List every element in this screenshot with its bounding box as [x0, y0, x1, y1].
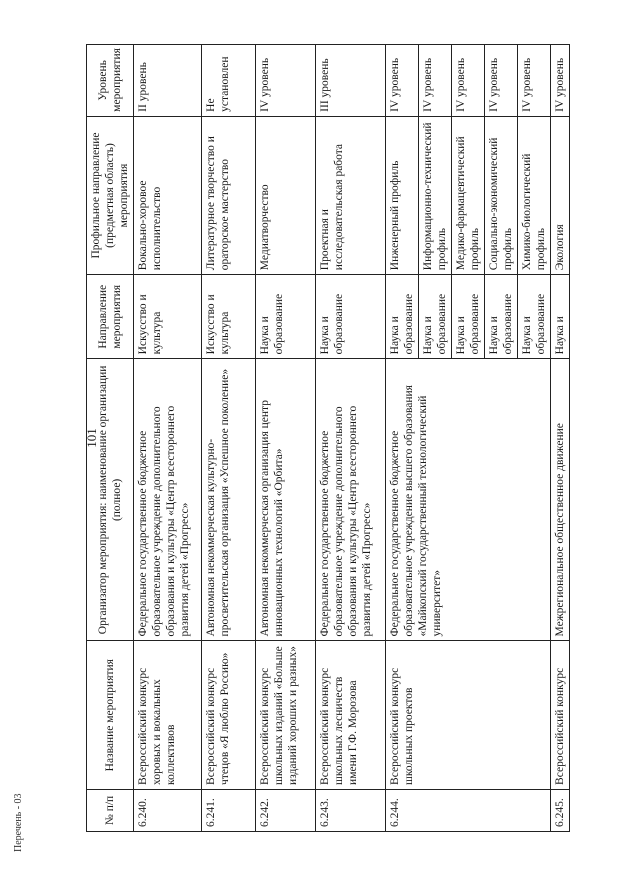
table-row — [386, 45, 419, 832]
event-direction: Наука и образование — [256, 275, 316, 359]
event-profile: Социально-экономический профиль — [485, 116, 518, 274]
footer-note: Перечень - 03 — [13, 793, 24, 852]
organizer-name: Межрегиональное общественное движение — [551, 359, 570, 641]
organizer-name: Федеральное государственное бюджетное образовательное учреждение дополнительного образования и культуры «Центр всестороннего развития детей «Прогресс» — [316, 359, 386, 641]
event-level: IV уровень — [518, 45, 551, 117]
event-level: Не установлен — [202, 45, 256, 117]
rotated-sheet — [86, 44, 582, 832]
table-row — [316, 45, 386, 832]
table-row — [256, 45, 316, 832]
event-name: Всероссийский конкурс школьных проектов — [386, 641, 551, 789]
row-number: 6.242. — [256, 789, 316, 831]
event-direction: Наука и образование — [386, 275, 419, 359]
event-level: IV уровень — [419, 45, 452, 117]
event-level: III уровень — [316, 45, 386, 117]
events-table — [86, 44, 570, 832]
event-name: Всероссийский конкурс чтецов «Я люблю Россию» — [202, 641, 256, 789]
event-profile: Вокально-хоровое исполнительство — [134, 116, 202, 274]
row-number: 6.244. — [386, 789, 551, 831]
event-name: Всероссийский конкурс — [551, 641, 570, 789]
header-organizer: Организатор мероприятия: наименование организации (полное) — [87, 359, 134, 641]
organizer-name: Федеральное государственное бюджетное образовательное учреждение дополнительного образования и культуры «Центр всестороннего развития детей «Прогресс» — [134, 359, 202, 641]
event-profile: Экология — [551, 116, 570, 274]
event-direction: Наука и образование — [419, 275, 452, 359]
organizer-name: Автономная некоммерческая культурно-просветительская организация «Успешное поколение» — [202, 359, 256, 641]
row-number: 6.243. — [316, 789, 386, 831]
table-row — [202, 45, 256, 832]
event-name: Всероссийский конкурс школьных изданий «Больше изданий хороших и разных» — [256, 641, 316, 789]
event-direction: Наука и образование — [518, 275, 551, 359]
event-name: Всероссийский конкурс школьных лесничеств имени Г.Ф. Морозова — [316, 641, 386, 789]
page-number: 101 — [84, 428, 99, 448]
event-direction: Наука и образование — [485, 275, 518, 359]
event-profile: Медиатворчество — [256, 116, 316, 274]
event-level: II уровень — [134, 45, 202, 117]
table-header-row — [87, 45, 134, 832]
event-profile: Инженерный профиль — [386, 116, 419, 274]
event-level: IV уровень — [551, 45, 570, 117]
event-level: IV уровень — [256, 45, 316, 117]
organizer-name: Автономная некоммерческая организация центр инновационных технологий «Орбита» — [256, 359, 316, 641]
header-event: Название мероприятия — [87, 641, 134, 789]
event-direction: Наука и — [551, 275, 570, 359]
organizer-name: Федеральное государственное бюджетное образовательное учреждение высшего образования «Майкопский государственный технологический университет» — [386, 359, 551, 641]
row-number: 6.241. — [202, 789, 256, 831]
header-profile: Профильное направление (предметная область) мероприятия — [87, 116, 134, 274]
header-direction: Направление мероприятия — [87, 275, 134, 359]
event-level: IV уровень — [386, 45, 419, 117]
event-direction: Искусство и культура — [202, 275, 256, 359]
event-level: IV уровень — [485, 45, 518, 117]
event-profile: Литературное творчество и ораторское мастерство — [202, 116, 256, 274]
event-profile: Информационно-технический профиль — [419, 116, 452, 274]
header-num: № п/п — [87, 789, 134, 831]
event-profile: Проектная и исследовательская работа — [316, 116, 386, 274]
header-level: Уровень мероприятия — [87, 45, 134, 117]
table-row — [134, 45, 202, 832]
event-direction: Наука и образование — [316, 275, 386, 359]
row-number: 6.240. — [134, 789, 202, 831]
event-level: IV уровень — [452, 45, 485, 117]
event-name: Всероссийский конкурс хоровых и вокальных коллективов — [134, 641, 202, 789]
row-number: 6.245. — [551, 789, 570, 831]
event-direction: Искусство и культура — [134, 275, 202, 359]
event-profile: Химико-биологический профиль — [518, 116, 551, 274]
table-row — [551, 45, 570, 832]
event-profile: Медико-фармацевтический профиль — [452, 116, 485, 274]
event-direction: Наука и образование — [452, 275, 485, 359]
